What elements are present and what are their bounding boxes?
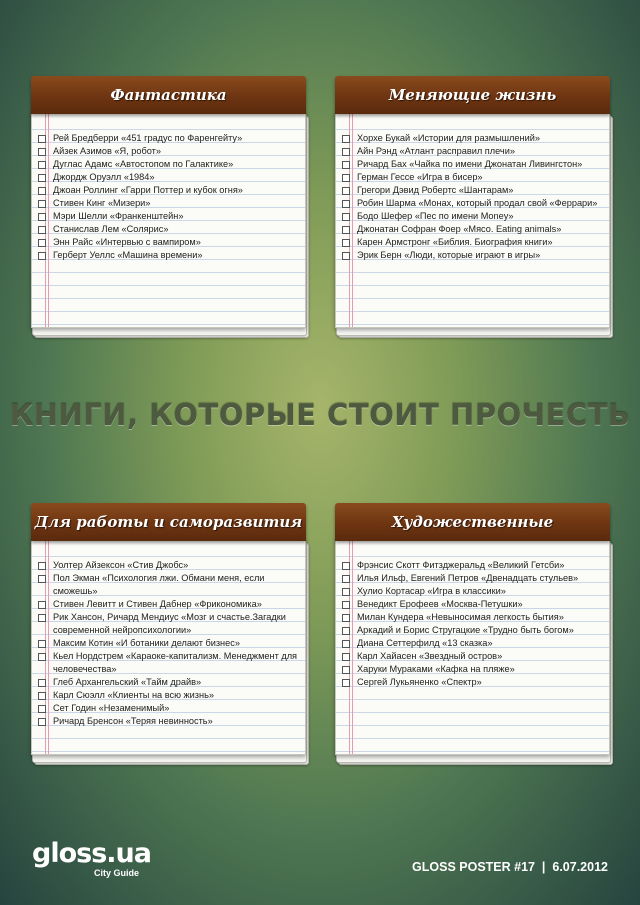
checkbox-icon[interactable] <box>38 226 46 234</box>
list-item[interactable]: Ричард Бренсон «Теряя невинность» <box>31 715 302 728</box>
checkbox-icon[interactable] <box>342 562 350 570</box>
list-item[interactable]: Пол Экман «Психология лжи. Обмани меня, если сможешь» <box>31 572 302 598</box>
checkbox-icon[interactable] <box>342 148 350 156</box>
card-title: Фантастика <box>110 86 227 104</box>
list-item[interactable]: Милан Кундера «Невыносимая легкость бытия» <box>335 611 606 624</box>
list-item[interactable]: Стивен Левитт и Стивен Дабнер «Фрикономика» <box>31 598 302 611</box>
poster-info: GLOSS POSTER #17 | 6.07.2012 <box>412 860 608 874</box>
card-khudozhestvennye <box>335 503 610 765</box>
card-title: Меняющие жизнь <box>388 86 557 104</box>
book-list <box>335 559 606 689</box>
logo-name: gloss.ua <box>32 838 151 869</box>
checkbox-icon[interactable] <box>342 575 350 583</box>
list-item[interactable]: Кьел Нордстрем «Караоке-капитализм. Менеджмент для человечества» <box>31 650 302 676</box>
checkbox-icon[interactable] <box>38 614 46 622</box>
checkbox-icon[interactable] <box>38 252 46 260</box>
book-list <box>31 132 302 262</box>
list-item[interactable]: Карен Армстронг «Библия. Биография книги» <box>335 236 606 249</box>
checkbox-icon[interactable] <box>342 252 350 260</box>
list-item[interactable]: Илья Ильф, Евгений Петров «Двенадцать стульев» <box>335 572 606 585</box>
card-title: Художественные <box>391 513 554 531</box>
checkbox-icon[interactable] <box>38 161 46 169</box>
list-item[interactable]: Стивен Кинг «Мизери» <box>31 197 302 210</box>
list-item[interactable]: Джонатан Софран Фоер «Мясо. Eating animals» <box>335 223 606 236</box>
card-dlya-raboty <box>31 503 306 765</box>
card-header <box>31 503 306 541</box>
list-item[interactable]: Айн Рэнд «Атлант расправил плечи» <box>335 145 606 158</box>
list-item[interactable]: Герберт Уеллс «Машина времени» <box>31 249 302 262</box>
list-item[interactable]: Аркадий и Борис Стругацкие «Трудно быть богом» <box>335 624 606 637</box>
list-item[interactable]: Рик Хансон, Ричард Мендиус «Мозг и счастье.Загадки современной нейропсихологии» <box>31 611 302 637</box>
logo-subtitle: City Guide <box>94 868 140 878</box>
checkbox-icon[interactable] <box>342 640 350 648</box>
list-item[interactable]: Айзек Азимов «Я, робот» <box>31 145 302 158</box>
checkbox-icon[interactable] <box>38 679 46 687</box>
checkbox-icon[interactable] <box>342 135 350 143</box>
list-item[interactable]: Станислав Лем «Солярис» <box>31 223 302 236</box>
list-item[interactable]: Венедикт Ерофеев «Москва-Петушки» <box>335 598 606 611</box>
checkbox-icon[interactable] <box>38 705 46 713</box>
checkbox-icon[interactable] <box>342 213 350 221</box>
card-menyayushchie-zhizn <box>335 76 610 338</box>
checkbox-icon[interactable] <box>38 653 46 661</box>
checkbox-icon[interactable] <box>38 148 46 156</box>
checkbox-icon[interactable] <box>342 601 350 609</box>
list-item[interactable]: Глеб Архангельский «Тайм драйв» <box>31 676 302 689</box>
list-item[interactable]: Харуки Мураками «Кафка на пляже» <box>335 663 606 676</box>
list-item[interactable]: Карл Хайасен «Звездный остров» <box>335 650 606 663</box>
book-list <box>335 132 606 262</box>
checkbox-icon[interactable] <box>342 226 350 234</box>
list-item[interactable]: Рей Бредберри «451 градус по Фаренгейту» <box>31 132 302 145</box>
checkbox-icon[interactable] <box>38 575 46 583</box>
card-header <box>31 76 306 114</box>
list-item[interactable]: Энн Райс «Интервью с вампиром» <box>31 236 302 249</box>
checkbox-icon[interactable] <box>38 213 46 221</box>
gloss-logo[interactable] <box>32 838 151 878</box>
checkbox-icon[interactable] <box>38 200 46 208</box>
checkbox-icon[interactable] <box>38 187 46 195</box>
list-item[interactable]: Карл Сюэлл «Клиенты на всю жизнь» <box>31 689 302 702</box>
list-item[interactable]: Дуглас Адамс «Автостопом по Галактике» <box>31 158 302 171</box>
checkbox-icon[interactable] <box>342 679 350 687</box>
checkbox-icon[interactable] <box>342 614 350 622</box>
list-item[interactable]: Диана Сеттерфилд «13 сказка» <box>335 637 606 650</box>
card-fantastika <box>31 76 306 338</box>
list-item[interactable]: Хулио Кортасар «Игра в классики» <box>335 585 606 598</box>
checkbox-icon[interactable] <box>38 718 46 726</box>
list-item[interactable]: Уолтер Айзексон «Стив Джобс» <box>31 559 302 572</box>
list-item[interactable]: Сергей Лукьяненко «Спектр» <box>335 676 606 689</box>
checkbox-icon[interactable] <box>342 174 350 182</box>
list-item[interactable]: Ричард Бах «Чайка по имени Джонатан Ливингстон» <box>335 158 606 171</box>
list-item[interactable]: Хорхе Букай «Истории для размышлений» <box>335 132 606 145</box>
checkbox-icon[interactable] <box>38 239 46 247</box>
checkbox-icon[interactable] <box>342 239 350 247</box>
checkbox-icon[interactable] <box>342 200 350 208</box>
checkbox-icon[interactable] <box>342 161 350 169</box>
list-item[interactable]: Сет Годин «Незаменимый» <box>31 702 302 715</box>
checkbox-icon[interactable] <box>342 627 350 635</box>
checkbox-icon[interactable] <box>38 135 46 143</box>
checkbox-icon[interactable] <box>38 562 46 570</box>
list-item[interactable]: Робин Шарма «Монах, который продал свой «Феррари» <box>335 197 606 210</box>
card-title: Для работы и саморазвития <box>34 513 303 531</box>
checkbox-icon[interactable] <box>38 640 46 648</box>
list-item[interactable]: Джордж Оруэлл «1984» <box>31 171 302 184</box>
list-item[interactable]: Фрэнсис Скотт Фитзджеральд «Великий Гетсби» <box>335 559 606 572</box>
list-item[interactable]: Мэри Шелли «Франкенштейн» <box>31 210 302 223</box>
list-item[interactable]: Эрик Берн «Люди, которые играют в игры» <box>335 249 606 262</box>
checkbox-icon[interactable] <box>342 666 350 674</box>
checkbox-icon[interactable] <box>342 653 350 661</box>
list-item[interactable]: Бодо Шефер «Пес по имени Money» <box>335 210 606 223</box>
list-item[interactable]: Максим Котин «И ботаники делают бизнес» <box>31 637 302 650</box>
checkbox-icon[interactable] <box>342 588 350 596</box>
checkbox-icon[interactable] <box>342 187 350 195</box>
checkbox-icon[interactable] <box>38 174 46 182</box>
checkbox-icon[interactable] <box>38 601 46 609</box>
book-list <box>31 559 302 728</box>
list-item[interactable]: Грегори Дэвид Робертс «Шантарам» <box>335 184 606 197</box>
checkbox-icon[interactable] <box>38 692 46 700</box>
card-header <box>335 503 610 541</box>
poster-headline: КНИГИ, КОТОРЫЕ СТОИТ ПРОЧЕСТЬ <box>9 398 631 432</box>
card-header <box>335 76 610 114</box>
list-item[interactable]: Джоан Роллинг «Гарри Поттер и кубок огня» <box>31 184 302 197</box>
list-item[interactable]: Герман Гессе «Игра в бисер» <box>335 171 606 184</box>
